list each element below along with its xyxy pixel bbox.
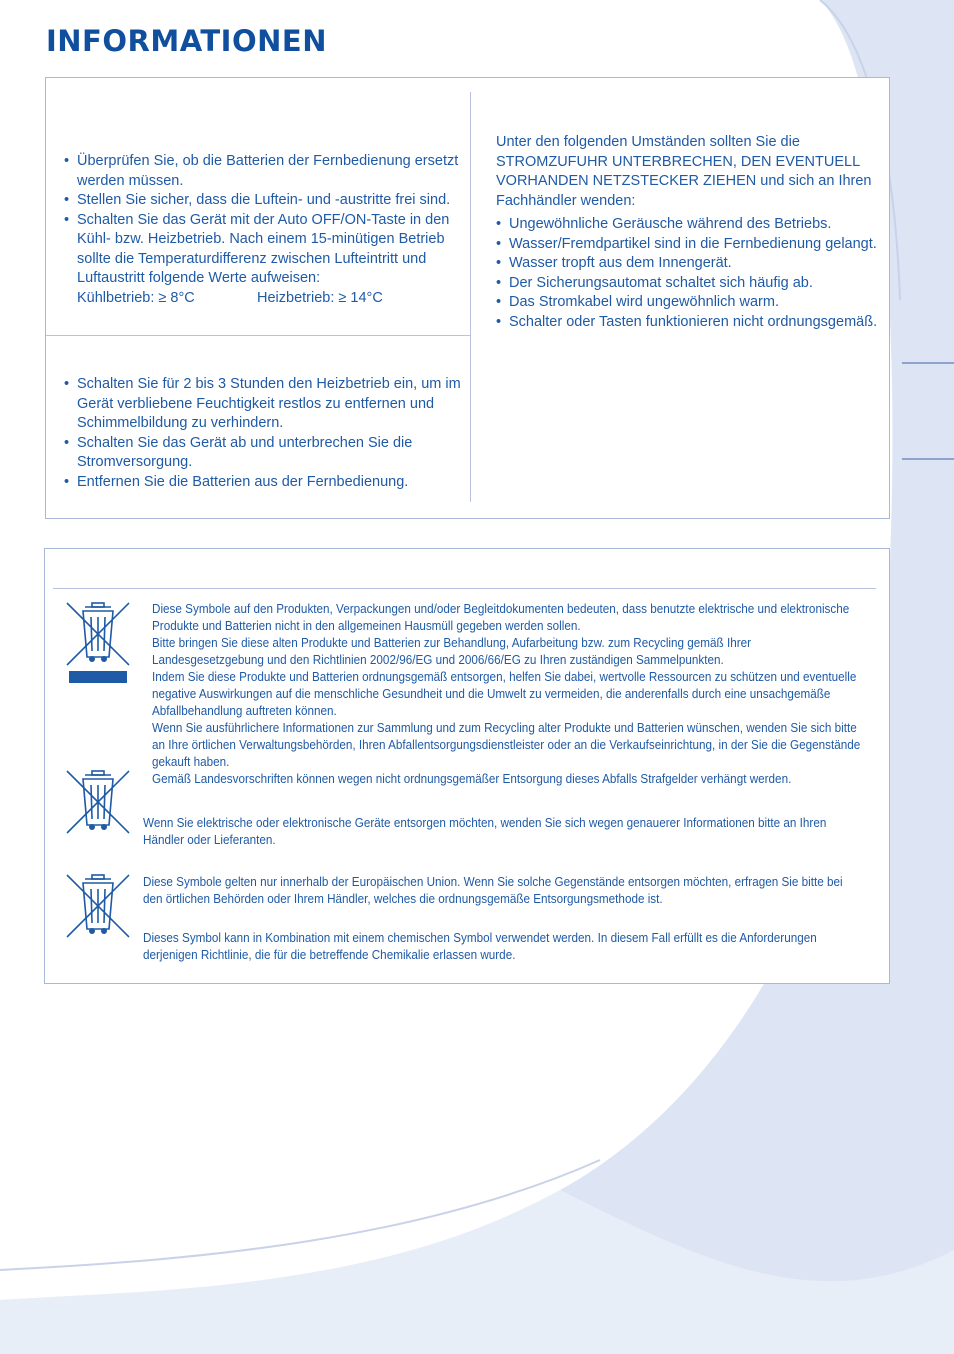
check-list	[64, 152, 464, 308]
row-divider	[46, 335, 470, 336]
section-divider	[53, 588, 876, 589]
disposal-panel	[44, 548, 890, 984]
list-item: • Schalten Sie für 2 bis 3 Stunden den Heizbetrieb ein, um im Gerät verbliebene Feuchtigkeit restlos zu entfernen und Schimmelbildung zu verhindern.	[64, 375, 464, 434]
side-tab-line	[902, 458, 954, 460]
paragraph: Wenn Sie ausführlichere Informationen zur Sammlung und zum Recycling alter Produkte und Batterien wünschen, wenden Sie sich bitte an Ihre örtlichen Verwaltungsbehörden, Ihren Abfallentsorgungsdienstleister oder an die Verkaufseinrichtung, in der Sie die Gegenstände gekauft haben.	[152, 720, 861, 769]
side-tab-line	[902, 362, 954, 364]
list-item: • Der Sicherungsautomat schaltet sich häufig ab.	[496, 274, 881, 294]
list-item: • Schalter oder Tasten funktionieren nicht ordnungsgemäß.	[496, 313, 881, 333]
list-item: • Überprüfen Sie, ob die Batterien der Fernbedienung ersetzt werden müssen.	[64, 152, 464, 191]
list-item: • Stellen Sie sicher, dass die Luftein- und -austritte frei sind.	[64, 191, 464, 211]
paragraph: Diese Symbole auf den Produkten, Verpackungen und/oder Begleitdokumenten bedeuten, dass benutzte elektrische und elektronische Produkte und Batterien nicht in den allgemeinen Hausmüll gegeben werden sollen.	[152, 601, 850, 633]
disposal-text-main	[152, 600, 863, 787]
list-item-text: Schalten Sie das Gerät mit der Auto OFF/ON-Taste in den Kühl- bzw. Heizbetrieb. Nach einem 15-minütigen Betrieb sollte die Temperaturdifferenz zwischen Lufteintritt und Luftaustritt folgende Werte aufweisen:	[77, 211, 450, 286]
crossed-bin-icon	[63, 767, 133, 835]
maintenance-panel	[45, 77, 890, 519]
list-item: • Das Stromkabel wird ungewöhnlich warm.	[496, 293, 881, 313]
cooling-value: Kühlbetrieb: ≥ 8°C	[77, 289, 195, 306]
crossed-bin-icon	[63, 871, 133, 939]
list-item: • Wasser tropft aus dem Innengerät.	[496, 254, 881, 274]
warning-intro: Unter den folgenden Umständen sollten Sie die STROMZUFUHR UNTERBRECHEN, DEN EVENTUELL VORHANDEN NETZSTECKER ZIEHEN und sich an Ihren Fachhändler wenden:	[496, 134, 872, 209]
list-item: • Ungewöhnliche Geräusche während des Betriebs.	[496, 215, 881, 235]
list-item: • Entfernen Sie die Batterien aus der Fernbedienung.	[64, 473, 464, 493]
disposal-text-eu: Diese Symbole gelten nur innerhalb der Europäischen Union. Wenn Sie solche Gegenstände entsorgen möchten, erfragen Sie bitte bei den örtlichen Behörden oder Ihrem Händler, welches die ordnungsgemäße Entsorgungsmethode ist.	[143, 874, 843, 906]
warning-list	[496, 215, 881, 332]
list-item: • Schalten Sie das Gerät ab und unterbrechen Sie die Stromversorgung.	[64, 434, 464, 473]
list-item: • Wasser/Fremdpartikel sind in die Fernbedienung gelangt.	[496, 235, 881, 255]
paragraph: Indem Sie diese Produkte und Batterien ordnungsgemäß entsorgen, helfen Sie dabei, wertvolle Ressourcen zu schützen und eventuelle negative Auswirkungen auf die menschliche Gesundheit und die Umwelt zu vermeiden, die anderenfalls durch eine unsachgemäße Abfallbehandlung auftreten können.	[152, 669, 857, 718]
longterm-list	[64, 375, 464, 492]
heating-value: Heizbetrieb: ≥ 14°C	[257, 289, 383, 306]
paragraph: Gemäß Landesvorschriften können wegen nicht ordnungsgemäßer Entsorgung dieses Abfalls Strafgelder verhängt werden.	[152, 771, 792, 786]
crossed-bin-icon	[63, 599, 133, 685]
paragraph: Bitte bringen Sie diese alten Produkte und Batterien zur Behandlung, Aufarbeitung bzw. zum Recycling gemäß Ihrer Landesgesetzgebung und den Richtlinien 2002/96/EG und 2006/66/EG zu Ihren zuständigen Sammelpunkten.	[152, 635, 752, 667]
disposal-text-chemical: Dieses Symbol kann in Kombination mit einem chemischen Symbol verwendet werden. In diesem Fall erfüllt es die Anforderungen derjenigen Richtlinie, die für die betreffende Chemikalie erlassen wurde.	[143, 930, 817, 962]
disposal-text-dealer: Wenn Sie elektrische oder elektronische Geräte entsorgen möchten, wenden Sie sich wegen genauerer Informationen bitte an Ihren Händler oder Lieferanten.	[143, 815, 827, 847]
column-divider	[470, 92, 471, 502]
page-title: INFORMATIONEN	[46, 24, 327, 58]
list-item	[64, 211, 464, 309]
